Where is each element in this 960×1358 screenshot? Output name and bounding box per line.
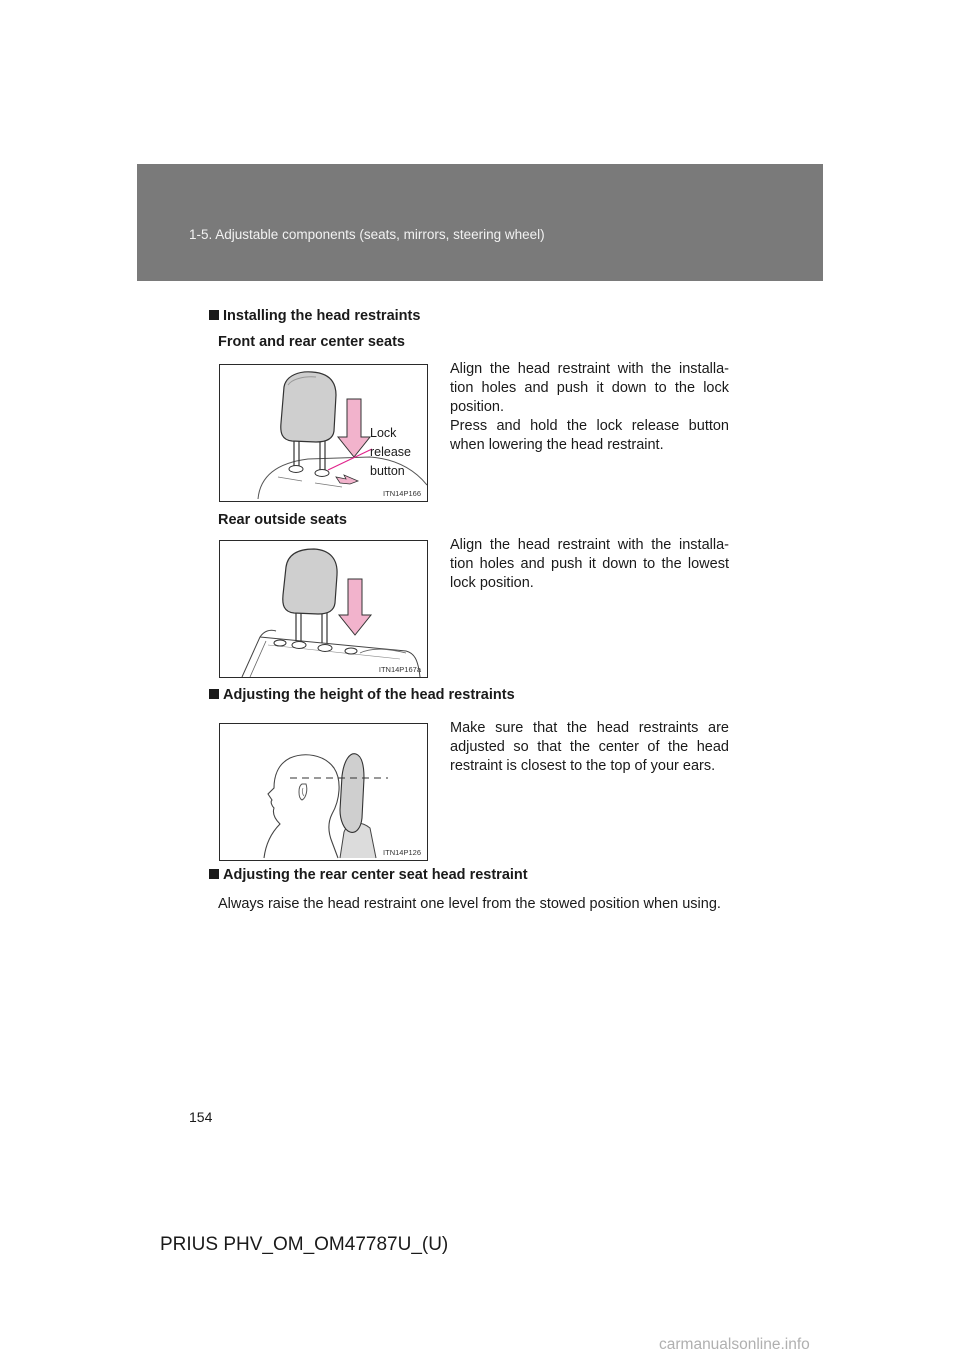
adjusting-height-description: Make sure that the head restraints are adjusted so that the center of the head restraint is closest to the top of your ears. [450,720,729,774]
figure-rear-outside-head-restraint [219,540,428,678]
subtitle-rear-outside: Rear outside seats [218,512,347,528]
watermark: carmanualsonline.info [659,1336,810,1353]
section-title-adjusting-height: Adjusting the height of the head restraints [209,687,515,703]
figure-head-restraint-height [219,723,428,861]
rear-outside-head-restraint-illustration [220,541,427,677]
rear-outside-description: Align the head restraint with the installa-tion holes and push it down to the lowest lock position. [450,537,729,591]
head-restraint-height-illustration [220,724,427,860]
header-band [137,164,823,281]
figure-front-center-head-restraint [219,364,428,502]
adjusting-rear-center-body: Always raise the head restraint one level from the stowed position when using. [218,896,721,912]
square-bullet-icon [209,869,219,879]
section-title-installing: Installing the head restraints [209,308,420,324]
lock-release-button-callout: Lock release button [370,426,411,478]
square-bullet-icon [209,689,219,699]
header-section-title: 1-5. Adjustable components (seats, mirrors, steering wheel) [189,227,545,242]
figure-code: ITN14P126 [383,848,421,857]
figure-code: ITN14P167a [378,665,421,674]
square-bullet-icon [209,310,219,320]
front-center-description: Align the head restraint with the installa-tion holes and push it down to the lock position. Press and hold the lock release button when lowering the head restraint. [450,361,729,453]
section-title-adjusting-rear-center: Adjusting the rear center seat head restraint [209,867,528,883]
figure-code: ITN14P166 [383,489,421,498]
document-id: PRIUS PHV_OM_OM47787U_(U) [160,1234,449,1255]
subtitle-front-rear-center: Front and rear center seats [218,334,405,350]
page-number: 154 [189,1109,213,1125]
